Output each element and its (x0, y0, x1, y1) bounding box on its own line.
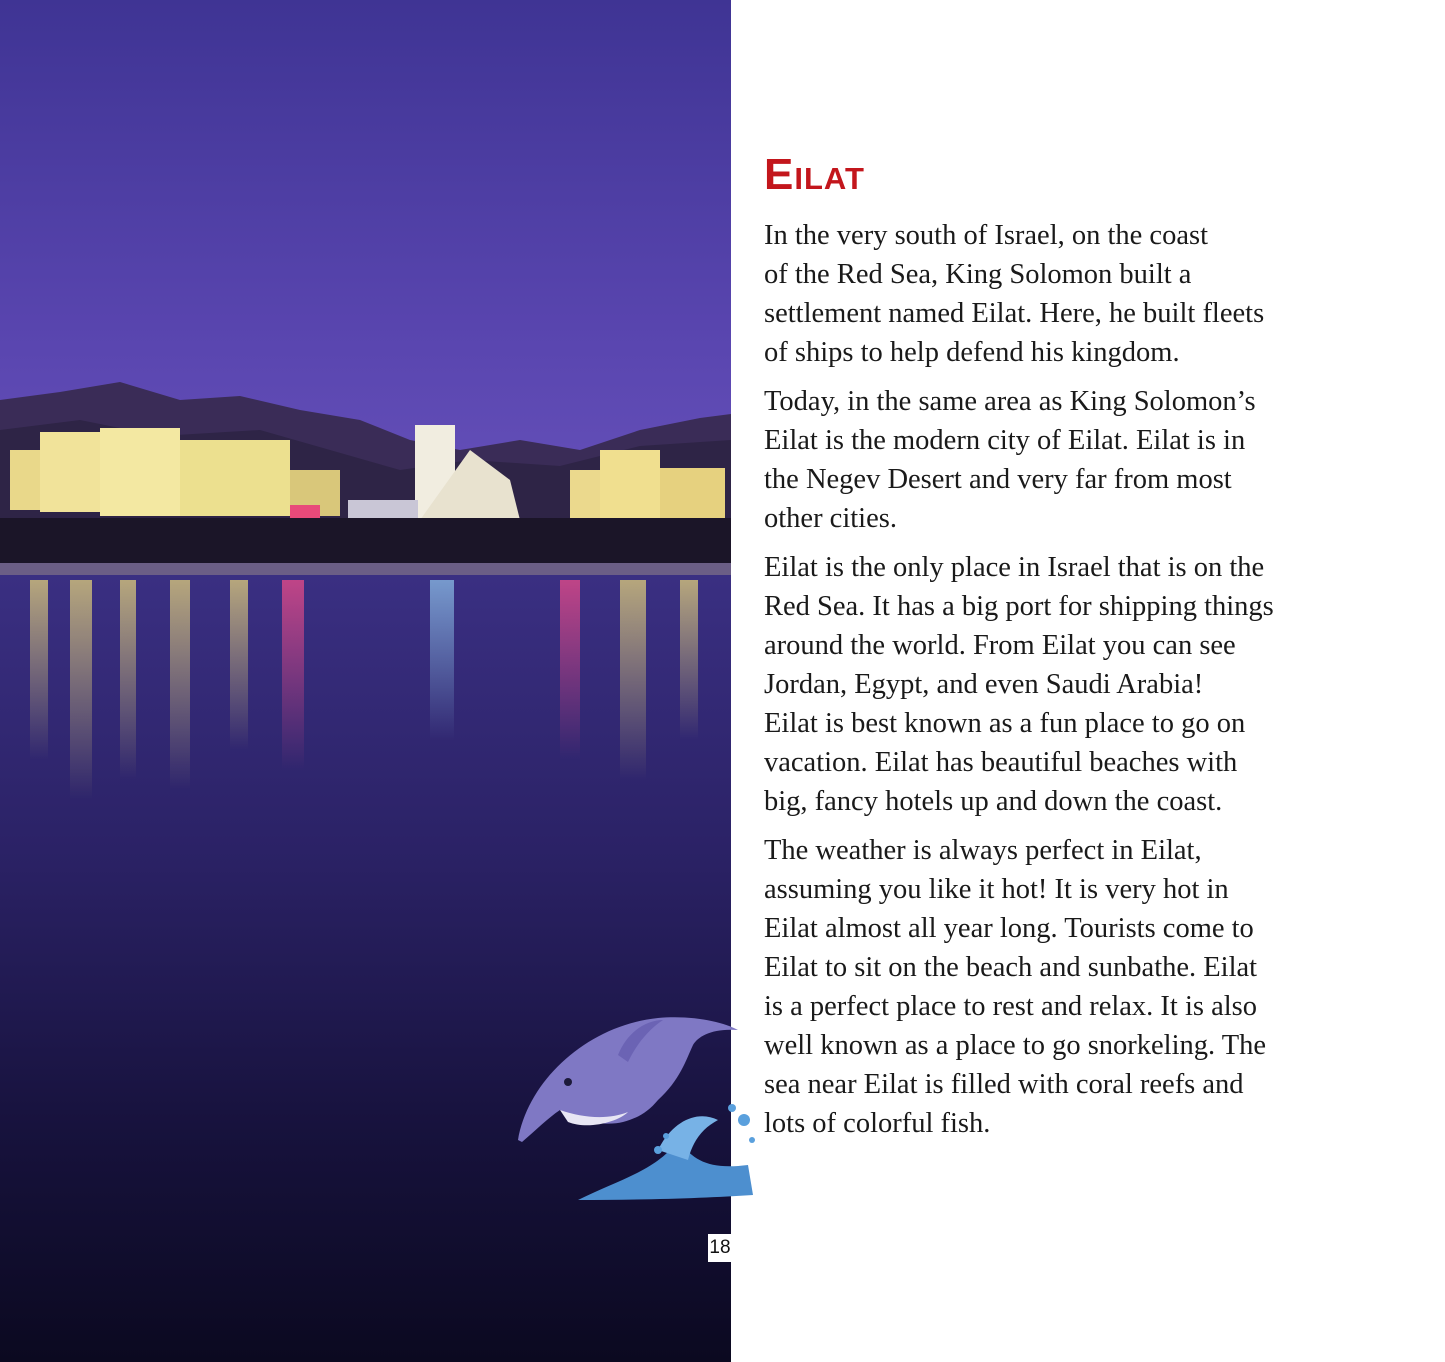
dolphin-illustration (508, 1000, 768, 1210)
page-title: Eilat (764, 150, 865, 199)
paragraph-3: Eilat is the only place in Israel that is on the Red Sea. It has a big port for shipping things around the world. From Eilat you can see Jordan, Egypt, and even Saudi Arabia! Eilat is best known as a fun place to go on vacation. Eilat has beautiful beaches with big, fancy hotels up and down the coast. (764, 552, 1274, 817)
page-number: 18 (708, 1234, 732, 1262)
paragraph-2: Today, in the same area as King Solomon’s Eilat is the modern city of Eilat. Eilat is in the Negev Desert and very far from most other cities. (764, 386, 1256, 534)
article-column (764, 140, 1404, 1153)
paragraph-1: In the very south of Israel, on the coast of the Red Sea, King Solomon built a settlement named Eilat. Here, he built fleets of ships to help defend his kingdom. (764, 220, 1265, 368)
paragraph-4: The weather is always perfect in Eilat, assuming you like it hot! It is very hot in Eilat almost all year long. Tourists come to Eilat to sit on the beach and sunbathe. Eilat is a perfect place to rest and relax. It is also well known as a place to go snorkeling. The sea near Eilat is filled with coral reefs and lots of colorful fish. (764, 835, 1267, 1139)
